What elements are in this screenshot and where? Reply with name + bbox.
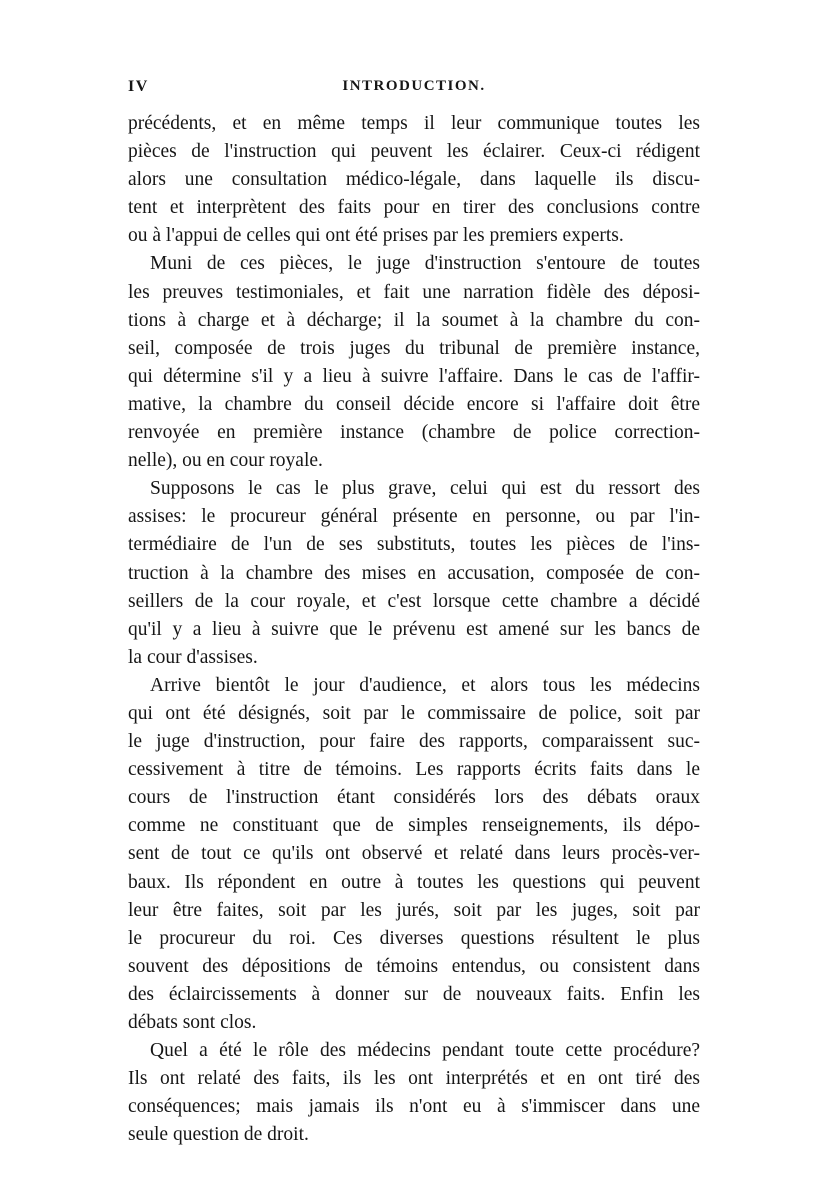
text-line: le juge d'instruction, pour faire des rapports, comparaissent suc- [128,731,700,753]
body-text [128,110,700,1149]
text-line: seil, composée de trois juges du tribunal de première instance, [128,337,700,359]
text-line: leur être faites, soit par les jurés, soit par les juges, soit par [128,899,700,921]
text-line: assises: le procureur général présente en personne, ou par l'in- [128,506,700,528]
text-line: les preuves testimoniales, et fait une narration fidèle des déposi- [128,281,700,303]
text-line: mative, la chambre du conseil décide encore si l'affaire doit être [128,393,700,415]
text-line: comme ne constituant que de simples renseignements, ils dépo- [128,815,700,837]
text-line: précédents, et en même temps il leur communique toutes les [128,113,700,134]
paragraph-3 [128,475,700,672]
text-line: Quel a été le rôle des médecins pendant toute cette procédure? [150,1040,700,1062]
page-header [128,78,700,100]
paragraph-1 [128,110,700,250]
paragraph-2 [128,250,700,475]
text-line: baux. Ils répondent en outre à toutes les questions qui peuvent [128,871,700,893]
text-line: nelle), ou en cour royale. [128,450,323,472]
running-title: INTRODUCTION. [342,78,486,94]
text-line: ou à l'appui de celles qui ont été prises par les premiers experts. [128,225,624,247]
text-line: cours de l'instruction étant considérés lors des débats oraux [128,787,700,809]
text-line: souvent des dépositions de témoins entendus, ou consistent dans [128,955,700,977]
text-line: seule question de droit. [128,1124,309,1146]
text-line: tions à charge et à décharge; il la soumet à la chambre du con- [128,309,700,331]
text-line: qui détermine s'il y a lieu à suivre l'affaire. Dans le cas de l'affir- [128,365,700,387]
text-line: le procureur du roi. Ces diverses questions résultent le plus [128,927,700,949]
text-line: qui ont été désignés, soit par le commissaire de police, soit par [128,702,700,724]
text-line: renvoyée en première instance (chambre de police correction- [128,422,700,444]
text-line: sent de tout ce qu'ils ont observé et relaté dans leurs procès-ver- [128,843,700,865]
paragraph-4 [128,672,700,1037]
text-line: Arrive bientôt le jour d'audience, et alors tous les médecins [150,674,700,696]
text-line: débats sont clos. [128,1012,257,1033]
text-line: termédiaire de l'un de ses substituts, toutes les pièces de l'ins- [128,534,700,556]
text-line: cessivement à titre de témoins. Les rapports écrits faits dans le [128,759,700,781]
text-line: la cour d'assises. [128,646,258,668]
text-line: qu'il y a lieu à suivre que le prévenu est amené sur les bancs de [128,618,700,640]
text-line: Muni de ces pièces, le juge d'instruction s'entoure de toutes [150,253,700,275]
text-line: alors une consultation médico-légale, dans laquelle ils discu- [128,169,700,191]
page-number: IV [128,78,149,95]
text-line: conséquences; mais jamais ils n'ont eu à s'immiscer dans une [128,1096,700,1118]
text-line: Supposons le cas le plus grave, celui qui est du ressort des [150,478,700,500]
text-line: seillers de la cour royale, et c'est lorsque cette chambre a décidé [128,590,700,612]
text-line: truction à la chambre des mises en accusation, composée de con- [128,562,700,584]
text-line: tent et interprètent des faits pour en tirer des conclusions contre [128,197,700,219]
text-line: pièces de l'instruction qui peuvent les éclairer. Ceux-ci rédigent [128,141,700,163]
text-line: des éclaircissements à donner sur de nouveaux faits. Enfin les [128,983,700,1005]
paragraph-5 [128,1037,700,1149]
text-line: Ils ont relaté des faits, ils les ont interprétés et en ont tiré des [128,1068,700,1090]
